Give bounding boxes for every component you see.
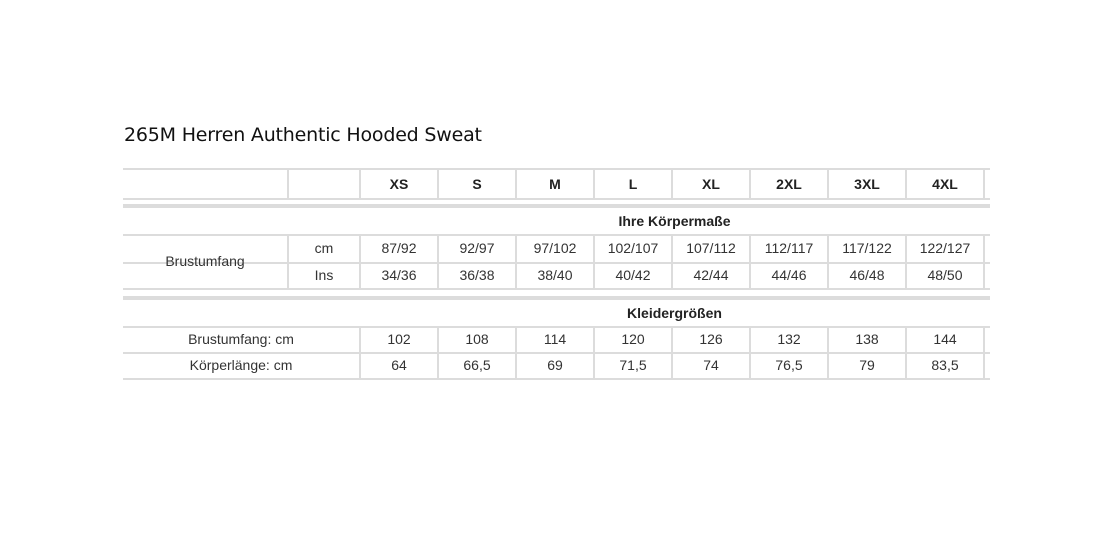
size-header-cell-0: XS xyxy=(389,176,409,192)
body-cm-cell-1: 92/97 xyxy=(459,240,495,256)
body-unit-ins: Ins xyxy=(314,267,334,283)
body-ins-cell-4: 42/44 xyxy=(693,267,729,283)
page-title: 265M Herren Authentic Hooded Sweat xyxy=(124,124,482,146)
size-header-cell-7: 4XL xyxy=(932,176,958,192)
garment-chest-cell-3: 120 xyxy=(621,331,645,347)
body-cm-cell-0: 87/92 xyxy=(381,240,417,256)
brustumfang-group-label: Brustumfang xyxy=(165,253,245,269)
garment-length-cell-3: 71,5 xyxy=(619,357,647,373)
body-ins-cell-0: 34/36 xyxy=(381,267,417,283)
body-cm-cell-7: 122/127 xyxy=(919,240,971,256)
garment-row-chest xyxy=(123,326,990,354)
body-ins-cell-5: 44/46 xyxy=(771,267,807,283)
garment-sizes-title: Kleidergrößen xyxy=(627,305,722,321)
garment-length-cell-1: 66,5 xyxy=(463,357,491,373)
body-cm-cell-2: 97/102 xyxy=(533,240,577,256)
body-ins-cell-7: 48/50 xyxy=(927,267,963,283)
garment-length-cell-7: 83,5 xyxy=(931,357,959,373)
body-cm-cell-3: 102/107 xyxy=(607,240,659,256)
garment-length-cell-4: 74 xyxy=(703,357,719,373)
size-header-cell-1: S xyxy=(472,176,482,192)
garment-chest-cell-6: 138 xyxy=(855,331,879,347)
garment-length-cell-2: 69 xyxy=(547,357,563,373)
size-header-cell-2: M xyxy=(549,176,561,192)
garment-length-cell-0: 64 xyxy=(391,357,407,373)
body-ins-cell-3: 40/42 xyxy=(615,267,651,283)
garment-label-length: Körperlänge: cm xyxy=(189,357,293,373)
body-cm-cell-5: 112/117 xyxy=(764,240,814,256)
garment-chest-cell-7: 144 xyxy=(933,331,957,347)
body-cm-cell-6: 117/122 xyxy=(842,240,892,256)
size-header-cell-3: L xyxy=(628,176,638,192)
garment-length-cell-5: 76,5 xyxy=(775,357,803,373)
garment-length-cell-6: 79 xyxy=(859,357,875,373)
garment-chest-cell-2: 114 xyxy=(543,331,567,347)
body-ins-cell-6: 46/48 xyxy=(849,267,885,283)
garment-chest-cell-1: 108 xyxy=(465,331,489,347)
garment-label-chest: Brustumfang: cm xyxy=(188,331,294,347)
garment-sizes-section-row xyxy=(123,300,990,328)
body-ins-cell-2: 38/40 xyxy=(537,267,573,283)
size-header-cell-4: XL xyxy=(702,176,720,192)
body-ins-cell-1: 36/38 xyxy=(459,267,495,283)
body-measurements-section-row xyxy=(123,208,990,236)
size-header-row xyxy=(123,168,990,200)
body-unit-cm: cm xyxy=(314,240,334,256)
garment-chest-cell-4: 126 xyxy=(699,331,723,347)
garment-chest-cell-0: 102 xyxy=(387,331,411,347)
body-cm-cell-4: 107/112 xyxy=(686,240,736,256)
size-chart-table xyxy=(123,168,990,380)
garment-row-length xyxy=(123,352,990,380)
size-header-cell-6: 3XL xyxy=(854,176,880,192)
garment-chest-cell-5: 132 xyxy=(777,331,801,347)
body-measurements-title: Ihre Körpermaße xyxy=(618,213,731,229)
size-header-cell-5: 2XL xyxy=(776,176,802,192)
